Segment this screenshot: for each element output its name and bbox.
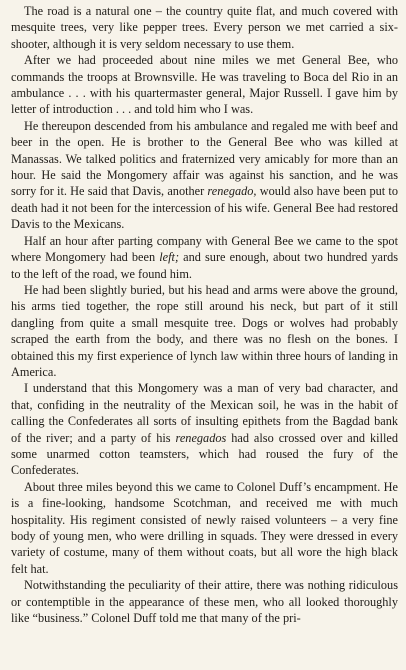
italic-text: left;: [159, 250, 180, 265]
paragraph-text: He had been slightly buried, but his head and arms were above the ground, his arms tied together, the rope still around his neck, but part of it still dangling from quite a small mesquite tree. Dogs or wolves had probably scraped the earth from the body, and there was no flesh on the bones. I obtained this my first experience of lynch law within three hours of landing in America.: [11, 282, 398, 379]
paragraph-text: I understand that this Mongomery was a man of very bad character, and that, confiding in the neutrality of the Mexican soil, he was in the habit of calling the Confederates all sorts of insulting epithets from the Bagdad bank of the river; and a party of his: [11, 381, 398, 445]
italic-text: renegado,: [207, 184, 257, 199]
paragraph: [11, 233, 398, 282]
paragraph-text: Half an hour after parting company with General Bee we came to the spot where Mongomery had been: [11, 233, 398, 265]
paragraph-text: About three miles beyond this we came to Colonel Duff’s encampment. He is a fine-looking, handsome Scotchman, and received me with much hospitality. His regiment consisted of newly raised volunteers – a very fine body of young men, who were drilling in squads. They were dressed in every variety of costume, many of them without coats, but all wore the high black felt hat.: [11, 479, 398, 576]
paragraph: [11, 3, 398, 52]
paragraph-text: had also crossed over and killed some unarmed cotton teamsters, which had roused the fury of the Confederates.: [11, 430, 399, 478]
paragraph-text: The road is a natural one – the country quite flat, and much covered with mesquite trees, very like pepper trees. Every person we met carried a six-shooter, although it is very seldom necessary to use them.: [11, 4, 398, 51]
paragraph-text: would also have been put to death had it not been for the intercession of his wife. General Bee had restored Davis to the Mexicans.: [11, 184, 398, 232]
paragraph: [11, 52, 398, 118]
paragraph: [11, 479, 398, 577]
paragraph-text: Notwithstanding the peculiarity of their attire, there was nothing ridiculous or contemptible in the appearance of these men, who all looked thoroughly like “business.” Colonel Duff told me that many of the pri-: [11, 578, 398, 626]
paragraph: [11, 380, 398, 478]
paragraph-text: After we had proceeded about nine miles we met General Bee, who commands the troops at Brownsville. He was traveling to Boca del Rio in an ambulance . . . with his quartermaster general, Major Russell. I gave him by letter of introduction . . . and told him who I was.: [11, 53, 398, 117]
paragraph: [11, 118, 398, 233]
paragraph-text: He thereupon descended from his ambulance and regaled me with beef and beer in the open. He is brother to the General Bee who was killed at Manassas. We talked politics and fraternized very amicably for more than an hour. He said the Mongomery affair was against his sanction, and he was sorry for it. He said that Davis, another: [11, 118, 398, 199]
italic-text: renegados: [175, 430, 227, 445]
paragraph: [11, 282, 398, 380]
paragraph: [11, 577, 398, 626]
paragraph-text: and sure enough, about two hundred yards to the left of the road, we found him.: [11, 250, 398, 281]
